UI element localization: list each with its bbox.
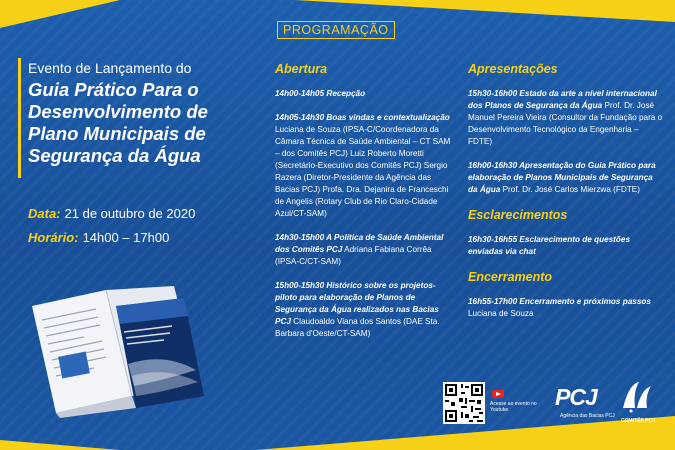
date-row xyxy=(28,206,195,221)
guide-book-illustration xyxy=(24,268,214,418)
date-label: Data: xyxy=(28,206,61,221)
time-row xyxy=(28,230,169,245)
schedule-item-desc: Prof. Dr. José Carlos Mierzwa (FDTE) xyxy=(502,185,640,194)
schedule-item xyxy=(468,296,663,320)
time-label: Horário: xyxy=(28,230,79,245)
event-title: Guia Prático Para o Desenvolvimento de Plano Municipais de Segurança da Água xyxy=(28,79,208,166)
comites-pcj-logo-subtitle: COMITÊS PCJ xyxy=(621,418,655,424)
qr-code-icon[interactable] xyxy=(443,382,485,424)
schedule-item-title: 16h55-17h00 Encerramento e próximos passos xyxy=(468,297,651,306)
yellow-corner-top-right xyxy=(295,0,675,22)
time-value: 14h00 – 17h00 xyxy=(82,230,170,245)
schedule-item-desc: Adriana Fabiana Corrêa (IPSA-C/CT-SAM) xyxy=(275,245,432,266)
schedule-item xyxy=(275,88,453,100)
schedule-column-left xyxy=(275,62,453,352)
youtube-access-text: Acesse ao evento no Youtube xyxy=(490,401,537,413)
schedule-item xyxy=(468,88,663,148)
yellow-corner-top-left xyxy=(0,0,120,28)
schedule-item-title: 14h00-14h05 Recepção xyxy=(275,89,366,98)
schedule-item-title: 15h30-16h00 Estado da arte a nível internacional dos Planos de Segurança da Água xyxy=(468,89,657,110)
section-apresentacoes-heading: Apresentações xyxy=(468,62,558,76)
comites-pcj-logo-icon xyxy=(619,378,655,414)
title-accent-bar xyxy=(18,58,21,178)
schedule-item xyxy=(468,160,663,196)
event-intro: Evento de Lançamento do xyxy=(28,60,192,76)
schedule-item-title: 16h00-16h30 Apresentação do Guia Prático para elaboração de Planos Municipais de Segurança da Água xyxy=(468,161,656,194)
schedule-column-right xyxy=(468,62,663,332)
yellow-corner-bottom-left xyxy=(0,440,120,450)
date-value: 21 de outubro de 2020 xyxy=(64,206,196,221)
youtube-icon[interactable] xyxy=(492,390,504,398)
schedule-item-title: 15h00-15h30 Histórico sobre os projetos-piloto para elaboração de Planos de Segurança da Água realizados nas Bacias PCJ xyxy=(275,281,439,326)
schedule-item-desc: Luciana de Souza xyxy=(468,309,534,318)
section-esclarecimentos-heading: Esclarecimentos xyxy=(468,208,568,222)
schedule-item-title: 16h30-16h55 Esclarecimento de questões enviadas via chat xyxy=(468,235,631,256)
schedule-item-desc: Claudoaldo Viana dos Santos (DAE Sta. Barbara d'Oeste/CT-SAM) xyxy=(275,317,440,338)
section-abertura-heading: Abertura xyxy=(275,62,328,76)
schedule-item-title: 14h05-14h30 Boas vindas e contextualização xyxy=(275,113,450,122)
schedule-item-desc: Prof. Dr. José Manuel Pereira Vieira (Consultor da Fundação para o Desenvolvimento Tecnológico da Engenharia – FDTE) xyxy=(468,101,663,146)
schedule-item xyxy=(275,280,453,340)
schedule-item-desc: Luciana de Souza (IPSA-C/Coordenadora da Câmara Técnica de Saúde Ambiental – CT SAM – dos Comitês PCJ) Luiz Roberto Moretti (Secretário-Executivo dos Comitês PCJ) Sergio Razera (Diretor-Presidente da Agência das Bacias PCJ) Profa. Dra. Dejanira de Franceschi de Angelis (Rotary Club de Rio Claro-Cidade Azul/CT-SAM) xyxy=(275,125,451,218)
pcj-logo-subtitle: Agência das Bacias PCJ xyxy=(560,413,615,419)
schedule-item xyxy=(275,232,453,268)
section-encerramento-heading: Encerramento xyxy=(468,270,553,284)
programacao-label: PROGRAMAÇÃO xyxy=(277,21,395,39)
schedule-item-title: 14h30-15h00 A Política de Saúde Ambiental dos Comitês PCJ xyxy=(275,233,444,254)
pcj-logo: PCJ xyxy=(555,384,597,410)
schedule-item xyxy=(275,112,453,220)
schedule-item xyxy=(468,234,663,258)
